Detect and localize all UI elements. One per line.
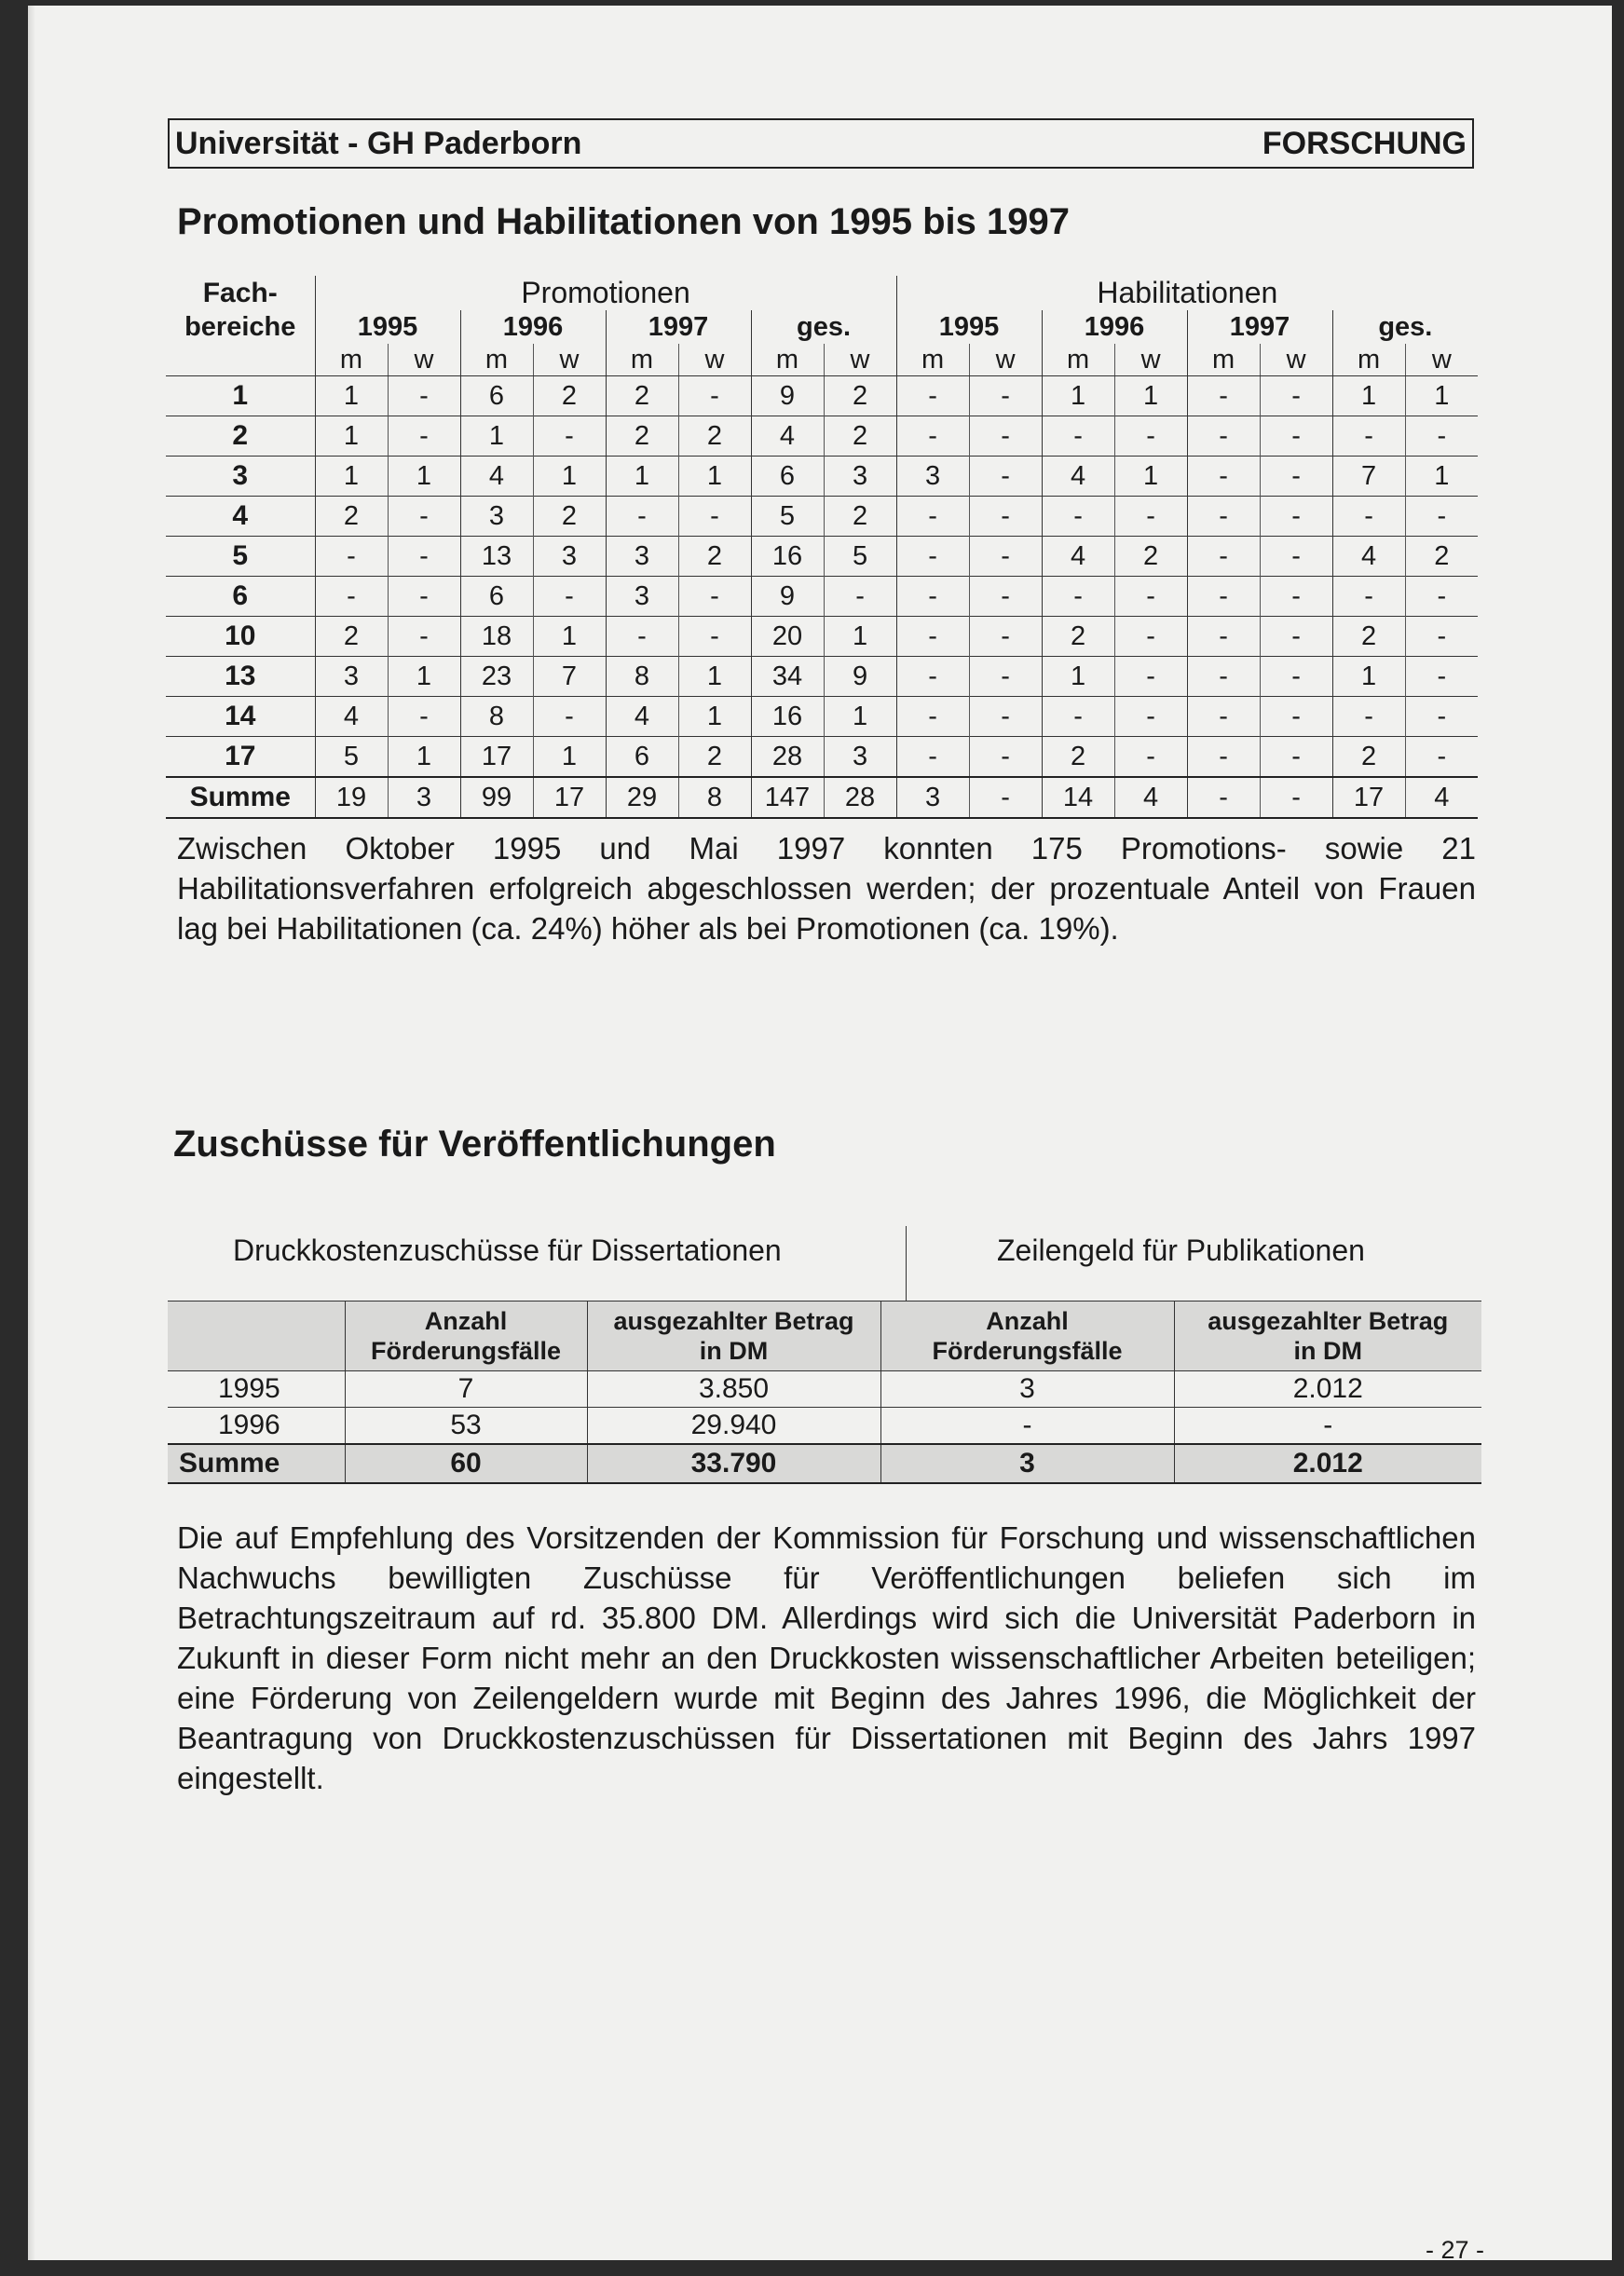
promotion-cell: 23: [460, 657, 533, 697]
promotion-cell: -: [678, 376, 751, 416]
promotion-cell: 2: [678, 537, 751, 577]
promotion-cell: 2: [678, 737, 751, 778]
promotion-cell: 1: [678, 657, 751, 697]
promotion-cell: -: [533, 416, 606, 457]
habilitation-cell: -: [1405, 416, 1478, 457]
promotion-cell: -: [315, 577, 388, 617]
habilitation-cell: 3: [896, 777, 969, 818]
habilitation-cell: -: [1042, 697, 1114, 737]
habilitation-cell: -: [1187, 697, 1260, 737]
mw-header-row: [166, 344, 1478, 376]
habilitation-cell: -: [1332, 416, 1405, 457]
habilitation-cell: 1: [1332, 657, 1405, 697]
mw-empty: [166, 344, 315, 376]
promotion-cell: 3: [533, 537, 606, 577]
promotion-cell: 1: [388, 657, 460, 697]
habilitation-cell: -: [969, 617, 1042, 657]
promotion-cell: 1: [824, 697, 896, 737]
section-title-promotionen: Promotionen und Habilitationen von 1995 bis 1997: [177, 201, 1070, 242]
table-row: [166, 376, 1478, 416]
habilitation-cell: -: [1187, 777, 1260, 818]
promotion-cell: 17: [460, 737, 533, 778]
mw-label-m: m: [1332, 344, 1405, 376]
promotion-cell: -: [606, 497, 678, 537]
promotion-cell: 1: [460, 416, 533, 457]
habilitation-cell: -: [1405, 497, 1478, 537]
row-year: 1996: [168, 1408, 345, 1445]
habilitation-cell: -: [1260, 617, 1332, 657]
fachbereich-cell: 5: [166, 537, 315, 577]
table-row: [166, 497, 1478, 537]
diss-amount: 29.940: [587, 1408, 880, 1445]
pub-count: -: [880, 1408, 1174, 1445]
promotion-cell: 2: [824, 416, 896, 457]
promotion-cell: 1: [315, 416, 388, 457]
header-diss-anzahl-l2: Förderungsfälle: [370, 1337, 562, 1365]
promotion-cell: 1: [388, 737, 460, 778]
table-row: [166, 657, 1478, 697]
promotion-cell: 16: [751, 537, 824, 577]
header-year-p-1997: 1997: [606, 310, 751, 344]
header-year-h-1996: 1996: [1042, 310, 1187, 344]
paragraph-promotionen: Zwischen Oktober 1995 und Mai 1997 konnten 175 Promotions- sowie 21 Habilitationsverfahren erfolgreich abgeschlossen werden; der prozentuale Anteil von Frauen lag bei Habilitationen (ca. 24%) höher als bei Promotionen (ca. 19%).: [177, 831, 1476, 946]
promotion-cell: -: [533, 697, 606, 737]
promotion-cell: -: [678, 617, 751, 657]
promotion-cell: 7: [533, 657, 606, 697]
caption-zeilengeld: Zeilengeld für Publikationen: [997, 1233, 1365, 1267]
page-edge-shadow: [28, 6, 35, 2260]
sum-row: [168, 1444, 1481, 1483]
promotion-cell: 1: [678, 457, 751, 497]
page-number: - 27 -: [1426, 2236, 1485, 2264]
promotion-cell: 3: [824, 457, 896, 497]
habilitation-cell: -: [1260, 697, 1332, 737]
habilitation-cell: -: [896, 617, 969, 657]
habilitation-cell: -: [1187, 376, 1260, 416]
promotion-cell: -: [388, 416, 460, 457]
habilitation-cell: -: [1042, 497, 1114, 537]
mw-label-w: w: [388, 344, 460, 376]
paragraph-zuschuesse: Die auf Empfehlung des Vorsitzenden der Kommission für Forschung und wissenschaftlichen Nachwuchs bewilligten Zuschüsse für Veröffentlichungen beliefen sich im Betrachtungszeitraum auf rd. 35.800 DM. Allerdings wird sich die Universität Paderborn in Zukunft in dieser Form nicht mehr an den Druckkosten wissenschaftlicher Arbeiten beteiligen; eine Förderung von Zeilengeldern wurde mit Beginn des Jahres 1996, die Möglichkeit der Beantragung von Druckkostenzuschüssen für Dissertationen mit Beginn des Jahrs 1997 eingestellt.: [177, 1520, 1476, 1795]
habilitation-cell: -: [896, 376, 969, 416]
habilitation-cell: -: [1042, 577, 1114, 617]
mw-label-w: w: [824, 344, 896, 376]
habilitation-cell: 14: [1042, 777, 1114, 818]
habilitation-cell: -: [1042, 416, 1114, 457]
header-year-empty: [168, 1302, 345, 1371]
header-diss-betrag: [587, 1302, 880, 1371]
promotion-cell: 29: [606, 777, 678, 818]
promotion-cell: 17: [533, 777, 606, 818]
promotion-cell: -: [388, 577, 460, 617]
habilitation-cell: -: [969, 457, 1042, 497]
header-pub-anzahl: [880, 1302, 1174, 1371]
habilitation-cell: 2: [1332, 737, 1405, 778]
header-bereiche: bereiche: [184, 311, 296, 342]
promotion-cell: -: [606, 617, 678, 657]
table-row: [166, 537, 1478, 577]
promotion-cell: -: [824, 577, 896, 617]
promotion-cell: 5: [315, 737, 388, 778]
habilitation-cell: -: [1114, 657, 1187, 697]
promotion-cell: -: [388, 376, 460, 416]
habilitation-cell: -: [1114, 737, 1187, 778]
habilitation-cell: -: [1187, 577, 1260, 617]
habilitation-cell: -: [896, 537, 969, 577]
habilitation-cell: -: [896, 497, 969, 537]
promotion-cell: 1: [388, 457, 460, 497]
header-diss-betrag-l1: ausgezahlter Betrag: [613, 1307, 854, 1335]
promotion-cell: -: [315, 537, 388, 577]
header-section: FORSCHUNG: [1262, 125, 1467, 161]
pub-amount: 2.012: [1174, 1371, 1481, 1408]
sum-diss-count: 60: [345, 1444, 587, 1483]
mw-label-w: w: [1405, 344, 1478, 376]
habilitation-cell: -: [1260, 457, 1332, 497]
mw-label-m: m: [1042, 344, 1114, 376]
table-row: [168, 1371, 1481, 1408]
mw-label-m: m: [1187, 344, 1260, 376]
table-row: [166, 737, 1478, 778]
promotion-cell: 18: [460, 617, 533, 657]
promotion-cell: -: [388, 697, 460, 737]
habilitation-cell: -: [1187, 457, 1260, 497]
mw-label-m: m: [460, 344, 533, 376]
habilitation-cell: -: [896, 416, 969, 457]
table-row: [166, 577, 1478, 617]
promotion-cell: 6: [460, 577, 533, 617]
habilitation-cell: 1: [1114, 457, 1187, 497]
habilitation-cell: -: [1187, 416, 1260, 457]
mw-label-m: m: [896, 344, 969, 376]
mw-label-w: w: [1114, 344, 1187, 376]
promotion-cell: 2: [315, 617, 388, 657]
promotion-cell: 3: [460, 497, 533, 537]
document-page: [28, 6, 1612, 2264]
habilitation-cell: -: [969, 737, 1042, 778]
table-row: [166, 617, 1478, 657]
sum-label: Summe: [166, 777, 315, 818]
mw-label-m: m: [751, 344, 824, 376]
sum-pub-amount: 2.012: [1174, 1444, 1481, 1483]
row-year: 1995: [168, 1371, 345, 1408]
habilitation-cell: 7: [1332, 457, 1405, 497]
promotion-cell: 9: [824, 657, 896, 697]
habilitation-cell: -: [1114, 697, 1187, 737]
header-pub-anzahl-l1: Anzahl: [986, 1307, 1069, 1335]
promotion-cell: 3: [824, 737, 896, 778]
habilitation-cell: -: [1187, 657, 1260, 697]
habilitation-cell: -: [1114, 416, 1187, 457]
promotion-cell: 2: [533, 376, 606, 416]
header-diss-anzahl-l1: Anzahl: [424, 1307, 508, 1335]
habilitation-cell: 2: [1405, 537, 1478, 577]
mw-label-m: m: [315, 344, 388, 376]
habilitation-cell: 1: [1114, 376, 1187, 416]
promotion-cell: 1: [533, 617, 606, 657]
habilitation-cell: -: [1260, 537, 1332, 577]
header-pub-betrag-l1: ausgezahlter Betrag: [1208, 1307, 1449, 1335]
fachbereich-cell: 13: [166, 657, 315, 697]
habilitation-cell: -: [1405, 657, 1478, 697]
promotion-cell: 6: [751, 457, 824, 497]
habilitation-cell: 1: [1042, 376, 1114, 416]
habilitation-cell: 3: [896, 457, 969, 497]
habilitation-cell: -: [1187, 497, 1260, 537]
habilitation-cell: -: [1260, 737, 1332, 778]
promotion-cell: 2: [606, 416, 678, 457]
habilitation-cell: 2: [1042, 737, 1114, 778]
habilitation-cell: 1: [1405, 376, 1478, 416]
habilitation-cell: -: [969, 657, 1042, 697]
header-pub-betrag-l2: in DM: [1293, 1337, 1362, 1365]
promotion-cell: -: [388, 537, 460, 577]
habilitation-cell: -: [1114, 577, 1187, 617]
habilitation-cell: -: [1405, 737, 1478, 778]
promotion-cell: -: [388, 617, 460, 657]
promotion-cell: 6: [606, 737, 678, 778]
diss-count: 53: [345, 1408, 587, 1445]
header-year-h-1997: 1997: [1187, 310, 1332, 344]
promotion-cell: -: [678, 577, 751, 617]
habilitation-cell: -: [969, 376, 1042, 416]
habilitation-cell: 4: [1042, 537, 1114, 577]
habilitation-cell: -: [969, 697, 1042, 737]
habilitation-cell: -: [1260, 657, 1332, 697]
habilitation-cell: -: [1260, 416, 1332, 457]
promotion-cell: 1: [315, 376, 388, 416]
habilitation-cell: -: [969, 416, 1042, 457]
fachbereich-cell: 1: [166, 376, 315, 416]
promotion-cell: 13: [460, 537, 533, 577]
habilitation-cell: -: [1187, 617, 1260, 657]
promotion-cell: 1: [533, 737, 606, 778]
promotion-cell: 20: [751, 617, 824, 657]
header-promotionen: Promotionen: [315, 276, 896, 310]
habilitation-cell: 4: [1114, 777, 1187, 818]
habilitation-cell: -: [1187, 737, 1260, 778]
habilitation-cell: -: [969, 577, 1042, 617]
header-fach: Fach-: [202, 277, 278, 308]
promotion-cell: 4: [606, 697, 678, 737]
habilitation-cell: -: [896, 577, 969, 617]
promotion-cell: 8: [678, 777, 751, 818]
habilitation-cell: 1: [1405, 457, 1478, 497]
promotion-cell: -: [533, 577, 606, 617]
promotion-cell: 3: [388, 777, 460, 818]
habilitation-cell: 1: [1332, 376, 1405, 416]
sum-diss-amount: 33.790: [587, 1444, 880, 1483]
sum-row: [166, 777, 1478, 818]
pub-amount: -: [1174, 1408, 1481, 1445]
promotion-cell: 99: [460, 777, 533, 818]
mw-label-w: w: [533, 344, 606, 376]
habilitation-cell: -: [1332, 497, 1405, 537]
promotion-cell: 3: [606, 577, 678, 617]
header-year-p-1996: 1996: [460, 310, 606, 344]
habilitation-cell: -: [1260, 577, 1332, 617]
habilitation-cell: -: [969, 497, 1042, 537]
habilitation-cell: 2: [1042, 617, 1114, 657]
habilitation-cell: -: [1187, 537, 1260, 577]
promotion-cell: 2: [606, 376, 678, 416]
promotionen-table-body: [166, 376, 1478, 819]
promotion-cell: 28: [751, 737, 824, 778]
fachbereich-cell: 17: [166, 737, 315, 778]
zuschuesse-table: [168, 1301, 1481, 1484]
promotion-cell: 9: [751, 577, 824, 617]
habilitation-cell: -: [1260, 497, 1332, 537]
header-habilitationen: Habilitationen: [896, 276, 1478, 310]
habilitation-cell: -: [896, 737, 969, 778]
promotion-cell: 1: [824, 617, 896, 657]
promotion-cell: 9: [751, 376, 824, 416]
habilitation-cell: -: [896, 697, 969, 737]
header-diss-anzahl: [345, 1302, 587, 1371]
promotion-cell: -: [388, 497, 460, 537]
header-year-h-1995: 1995: [896, 310, 1042, 344]
mw-label-w: w: [678, 344, 751, 376]
habilitation-cell: 1: [1042, 657, 1114, 697]
promotion-cell: -: [678, 497, 751, 537]
header-institution: Universität - GH Paderborn: [175, 125, 582, 161]
promotion-cell: 34: [751, 657, 824, 697]
habilitation-cell: -: [969, 777, 1042, 818]
promotion-cell: 8: [460, 697, 533, 737]
caption-druckkosten: Druckkostenzuschüsse für Dissertationen: [233, 1233, 782, 1267]
promotion-cell: 4: [751, 416, 824, 457]
mw-label-m: m: [606, 344, 678, 376]
habilitation-cell: -: [1405, 697, 1478, 737]
fachbereich-cell: 14: [166, 697, 315, 737]
mw-label-w: w: [969, 344, 1042, 376]
promotion-cell: 4: [460, 457, 533, 497]
promotion-cell: 147: [751, 777, 824, 818]
mw-label-w: w: [1260, 344, 1332, 376]
promotion-cell: 6: [460, 376, 533, 416]
promotion-cell: 1: [533, 457, 606, 497]
sum-pub-count: 3: [880, 1444, 1174, 1483]
table-row: [168, 1408, 1481, 1445]
caption-divider: [906, 1226, 907, 1302]
habilitation-cell: -: [1260, 777, 1332, 818]
promotion-cell: 1: [315, 457, 388, 497]
promotion-cell: 3: [606, 537, 678, 577]
pub-count: 3: [880, 1371, 1174, 1408]
page-header: [168, 118, 1474, 169]
habilitation-cell: 4: [1332, 537, 1405, 577]
habilitation-cell: -: [969, 537, 1042, 577]
fachbereich-cell: 2: [166, 416, 315, 457]
habilitation-cell: -: [1114, 617, 1187, 657]
fachbereich-cell: 3: [166, 457, 315, 497]
zuschuesse-captions: [168, 1226, 1481, 1301]
habilitation-cell: 17: [1332, 777, 1405, 818]
table-row: [166, 457, 1478, 497]
habilitation-cell: 4: [1042, 457, 1114, 497]
header-diss-betrag-l2: in DM: [699, 1337, 769, 1365]
promotion-cell: 2: [315, 497, 388, 537]
fachbereich-cell: 4: [166, 497, 315, 537]
habilitation-cell: -: [896, 657, 969, 697]
fachbereich-cell: 10: [166, 617, 315, 657]
diss-amount: 3.850: [587, 1371, 880, 1408]
promotion-cell: 2: [824, 497, 896, 537]
habilitation-cell: -: [1114, 497, 1187, 537]
promotion-cell: 5: [824, 537, 896, 577]
table-row: [166, 416, 1478, 457]
habilitation-cell: 2: [1114, 537, 1187, 577]
habilitation-cell: -: [1332, 577, 1405, 617]
promotion-cell: 2: [678, 416, 751, 457]
promotion-cell: 19: [315, 777, 388, 818]
fachbereich-cell: 6: [166, 577, 315, 617]
habilitation-cell: -: [1332, 697, 1405, 737]
habilitation-cell: -: [1405, 617, 1478, 657]
header-pub-anzahl-l2: Förderungsfälle: [932, 1337, 1123, 1365]
habilitation-cell: 4: [1405, 777, 1478, 818]
header-year-p-ges: ges.: [751, 310, 896, 344]
promotion-cell: 4: [315, 697, 388, 737]
promotion-cell: 5: [751, 497, 824, 537]
promotion-cell: 8: [606, 657, 678, 697]
sum-label: Summe: [168, 1444, 345, 1483]
promotion-cell: 3: [315, 657, 388, 697]
habilitation-cell: -: [1405, 577, 1478, 617]
promotion-cell: 1: [678, 697, 751, 737]
header-pub-betrag: [1174, 1302, 1481, 1371]
habilitation-cell: -: [1260, 376, 1332, 416]
promotion-cell: 2: [533, 497, 606, 537]
section-title-zuschuesse: Zuschüsse für Veröffentlichungen: [173, 1124, 776, 1165]
promotionen-habilitationen-table: [166, 276, 1478, 819]
promotion-cell: 28: [824, 777, 896, 818]
promotion-cell: 1: [606, 457, 678, 497]
diss-count: 7: [345, 1371, 587, 1408]
promotion-cell: 2: [824, 376, 896, 416]
header-year-p-1995: 1995: [315, 310, 460, 344]
promotion-cell: 16: [751, 697, 824, 737]
habilitation-cell: 2: [1332, 617, 1405, 657]
table-row: [166, 697, 1478, 737]
header-year-h-ges: ges.: [1332, 310, 1478, 344]
